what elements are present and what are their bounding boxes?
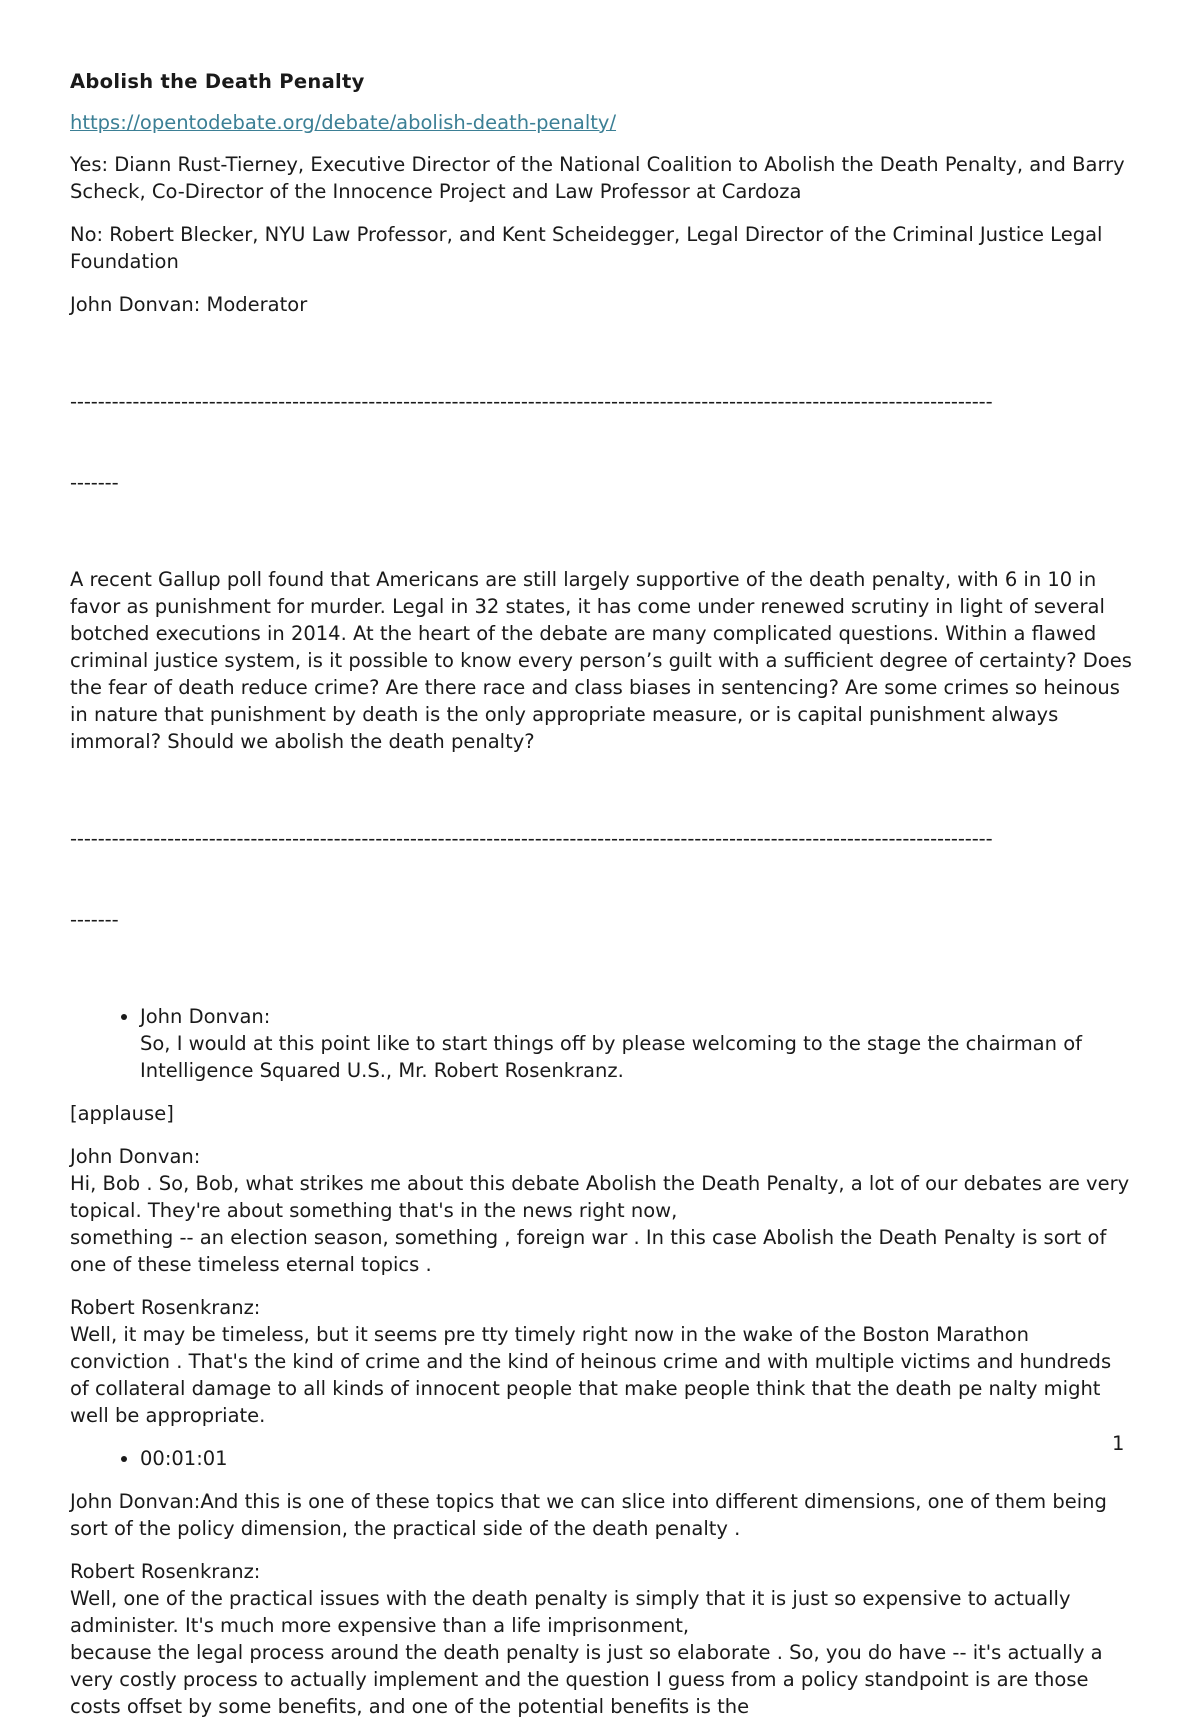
transcript-block [70, 1558, 1132, 1720]
speech-text: Well, one of the practical issues with the death penalty is simply that it is just so expensive to actually administer. It's much more expensive than a life imprisonment, [70, 1587, 1071, 1637]
yes-team-paragraph: Yes: Diann Rust-Tierney, Executive Director of the National Coalition to Abolish the Death Penalty, and Barry Scheck, Co-Director of the Innocence Project and Law Professor at Cardoza [70, 153, 1125, 203]
transcript-block [70, 1294, 1132, 1429]
speaker-name: Robert Rosenkranz: [70, 1560, 261, 1583]
bullet-list [70, 1003, 1132, 1084]
separator-rule [70, 771, 1132, 987]
intro-paragraph: A recent Gallup poll found that Americans are still largely supportive of the death penalty, with 6 in 10 in favor as punishment for murder. Legal in 32 states, it has come under renewed scrutiny in light of several botched executions in 2014. At the heart of the debate are many complicated questions. Within a flawed criminal justice system, is it possible to know every person’s guilt with a sufficient degree of certainty? Does the fear of death reduce crime? Are there race and class biases in sentencing? Are some crimes so heinous in nature that punishment by death is the only appropriate measure, or is capital punishment always immoral? Should we abolish the death penalty? [70, 568, 1132, 753]
debate-link[interactable]: https://opentodebate.org/debate/abolish-death-penalty/ [70, 111, 617, 134]
speech-text: something -- an election season, something , foreign war . In this case Abolish the Death Penalty is sort of one of these timeless eternal topics . [70, 1226, 1107, 1276]
no-team-paragraph: No: Robert Blecker, NYU Law Professor, and Kent Scheidegger, Legal Director of the Criminal Justice Legal Foundation [70, 223, 1103, 273]
separator-line-end: ------- [70, 908, 119, 931]
separator-line: ------------------------------------------------------------------------------------------------------------------------------------- [70, 390, 993, 413]
document-title: Abolish the Death Penalty [70, 70, 365, 93]
list-item [140, 1003, 1132, 1084]
separator-line: ------------------------------------------------------------------------------------------------------------------------------------- [70, 827, 993, 850]
applause-note: [applause] [70, 1102, 174, 1125]
separator-rule [70, 334, 1132, 550]
moderator-line: John Donvan: Moderator [70, 293, 308, 316]
speech-text: John Donvan:And this is one of these topics that we can slice into different dimensions, one of them being sort of the policy dimension, the practical side of the death penalty . [70, 1490, 1107, 1540]
bullet-list [70, 1445, 1132, 1472]
document-page [70, 68, 1132, 1736]
transcript-block [70, 1143, 1132, 1278]
speech-text: because the legal process around the death penalty is just so elaborate . So, you do have -- it's actually a very costly process to actually implement and the question I guess from a policy standpoint is are those costs offset by some benefits, and one of the potential benefits is the [70, 1641, 1103, 1718]
separator-line-end: ------- [70, 471, 119, 494]
speech-text: So, I would at this point like to start things off by please welcoming to the stage the chairman of Intelligence Squared U.S., Mr. Robert Rosenkranz. [140, 1032, 1082, 1082]
speaker-name: Robert Rosenkranz: [70, 1296, 261, 1319]
speaker-name: • John Donvan: [140, 1005, 271, 1028]
speech-text: Hi, Bob . So, Bob, what strikes me about this debate Abolish the Death Penalty, a lot of our debates are very topical. They're about something that's in the news right now, [70, 1172, 1130, 1222]
page-number: 1 [1112, 1432, 1125, 1455]
speaker-name: John Donvan: [70, 1145, 201, 1168]
timestamp: • 00:01:01 [140, 1445, 1132, 1472]
speech-text: Well, it may be timeless, but it seems pre tty timely right now in the wake of the Boston Marathon conviction . That's the kind of crime and the kind of heinous crime and with multiple victims and hundreds of collateral damage to all kinds of innocent people that make people think that the death pe nalty might well be appropriate. [70, 1323, 1112, 1427]
